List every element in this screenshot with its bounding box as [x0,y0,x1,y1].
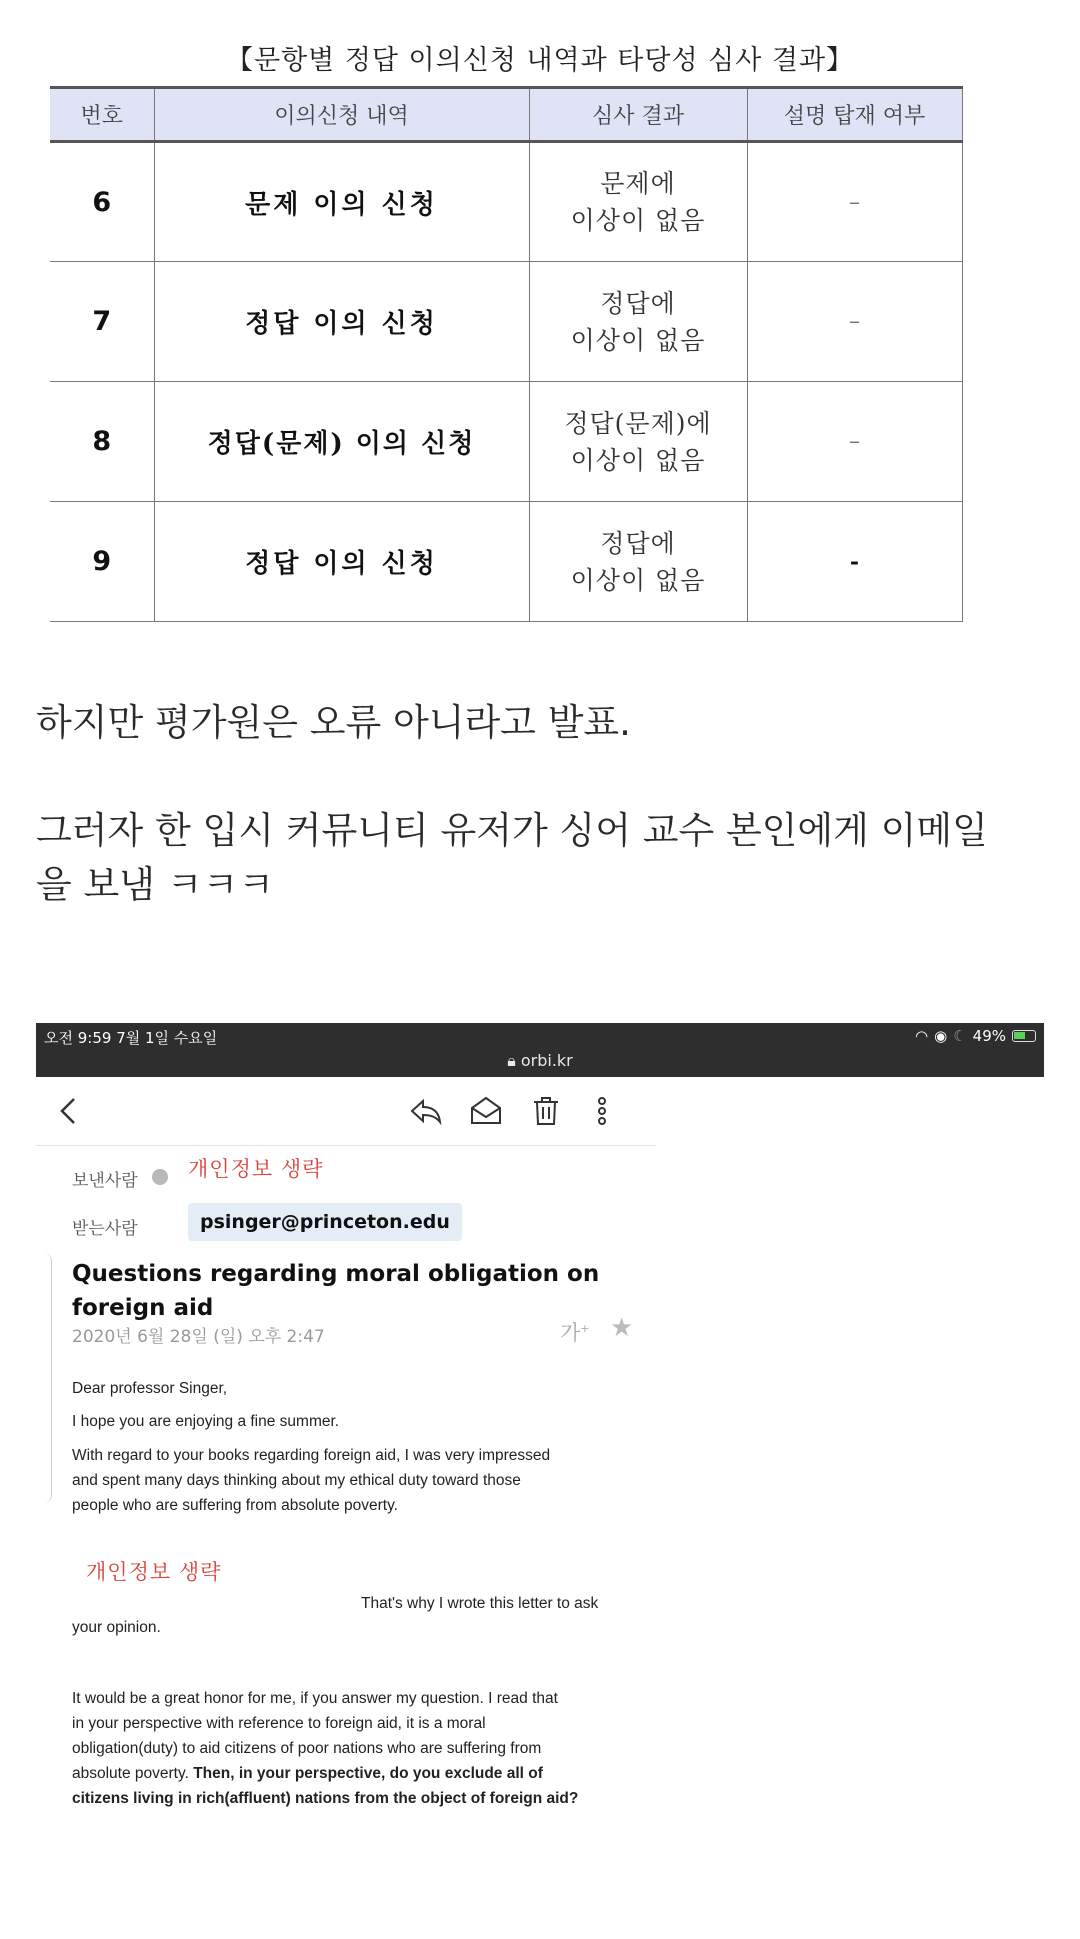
mail-text: absolute poverty. [72,1765,189,1782]
mail-line: your opinion. [72,1619,161,1636]
row-appeal-item: 문제 이의 신청 [154,142,529,262]
status-indicators [915,1027,1036,1045]
star-icon[interactable]: ★ [610,1313,634,1343]
mail-question-bold: Then, in your perspective, do you exclude all of [188,1765,543,1782]
rotation-lock-icon: ◉ [934,1027,948,1045]
from-label: 보낸사람 [72,1171,138,1191]
result-line: 이상이 없음 [570,445,706,475]
row-number: 7 [50,262,154,382]
lock-icon: 🔒︎ [507,1051,521,1070]
row-result [529,502,747,622]
table-row [50,142,962,262]
row-flag: – [747,262,962,382]
trash-icon[interactable] [526,1091,566,1131]
table-header-row [50,88,962,142]
url-text: orbi.kr [520,1051,573,1070]
font-size-button[interactable]: 가+ [560,1321,590,1345]
result-line: 이상이 없음 [570,565,706,595]
result-line: 이상이 없음 [570,325,706,355]
redacted-sender: 개인정보 생략 [188,1157,324,1181]
back-icon[interactable] [50,1091,90,1131]
mail-paragraph [72,1443,550,1518]
header-appeal-item: 이의신청 내역 [154,88,529,142]
wifi-icon: ◠ [915,1027,929,1045]
redacted-body: 개인정보 생략 [86,1560,222,1584]
mail-line: It would be a great honor for me, if you answer my question. I read that [72,1690,558,1707]
row-number: 9 [50,502,154,622]
row-flag: - [747,502,962,622]
mail-line [72,1786,578,1811]
mail-greeting: Dear professor Singer, [72,1380,228,1397]
mail-subject: Questions regarding moral obligation on foreign aid [72,1261,600,1321]
table-row [50,502,962,622]
mail-line: in your perspective with reference to foreign aid, it is a moral [72,1715,486,1732]
row-number: 8 [50,382,154,502]
font-size-icon: 가 [560,1321,581,1345]
result-line: 정답(문제)에 [564,408,712,438]
row-appeal-item: 정답(문제) 이의 신청 [154,382,529,502]
status-time: 오전 9:59 7월 1일 수요일 [44,1029,218,1047]
moon-icon: ☾ [953,1027,967,1045]
email-screenshot [36,1023,1044,1939]
header-review-result: 심사 결과 [529,88,747,142]
mail-question-bold: citizens living in rich(affluent) nations from the object of foreign aid? [72,1790,579,1807]
row-result [529,142,747,262]
header-explanation-posted: 설명 탑재 여부 [747,88,962,142]
row-appeal-item: 정답 이의 신청 [154,502,529,622]
row-flag: – [747,142,962,262]
url-bar[interactable] [36,1051,1044,1071]
mail-line: With regard to your books regarding foreign aid, I was very impressed [72,1447,551,1464]
post-paragraph: 을 보냄 ㅋㅋㅋ [36,863,274,906]
sender-info-icon[interactable] [152,1169,168,1185]
status-bar [36,1023,1044,1077]
mail-line: people who are suffering from absolute poverty. [72,1497,398,1514]
header-number: 번호 [50,88,154,142]
mail-line: That's why I wrote this letter to ask [361,1595,599,1612]
recipient-chip[interactable]: psinger@princeton.edu [188,1203,462,1241]
post-paragraph: 그러자 한 입시 커뮤니티 유저가 싱어 교수 본인에게 이메일 [36,809,988,852]
mail-line: and spent many days thinking about my ethical duty toward those [72,1472,521,1489]
appeal-result-table [50,86,963,622]
reply-icon[interactable] [406,1091,446,1131]
battery-percent: 49% [972,1027,1006,1045]
row-flag: – [747,382,962,502]
mark-unread-icon[interactable] [466,1091,506,1131]
row-appeal-item: 정답 이의 신청 [154,262,529,382]
result-line: 이상이 없음 [570,206,706,235]
more-icon[interactable] [582,1091,622,1131]
mail-paragraph [72,1686,578,1811]
to-label: 받는사람 [72,1219,138,1239]
result-line: 문제에 [600,169,676,198]
result-line: 정답에 [600,528,676,558]
table-caption: 【문항별 정답 이의신청 내역과 타당성 심사 결과】 [225,45,855,76]
table-row [50,262,962,382]
row-number: 6 [50,142,154,262]
post-paragraph: 하지만 평가원은 오류 아니라고 발표. [36,701,631,744]
mail-paragraph: I hope you are enjoying a fine summer. [72,1413,340,1430]
row-result [529,262,747,382]
mail-line [72,1761,578,1786]
table-row [50,382,962,502]
mail-date: 2020년 6월 28일 (일) 오후 2:47 [72,1327,325,1347]
toolbar-divider [36,1145,656,1146]
mail-line: obligation(duty) to aid citizens of poor nations who are suffering from [72,1740,542,1757]
row-result [529,382,747,502]
thread-bracket [44,1253,52,1503]
result-line: 정답에 [600,288,676,318]
battery-icon [1012,1030,1036,1042]
